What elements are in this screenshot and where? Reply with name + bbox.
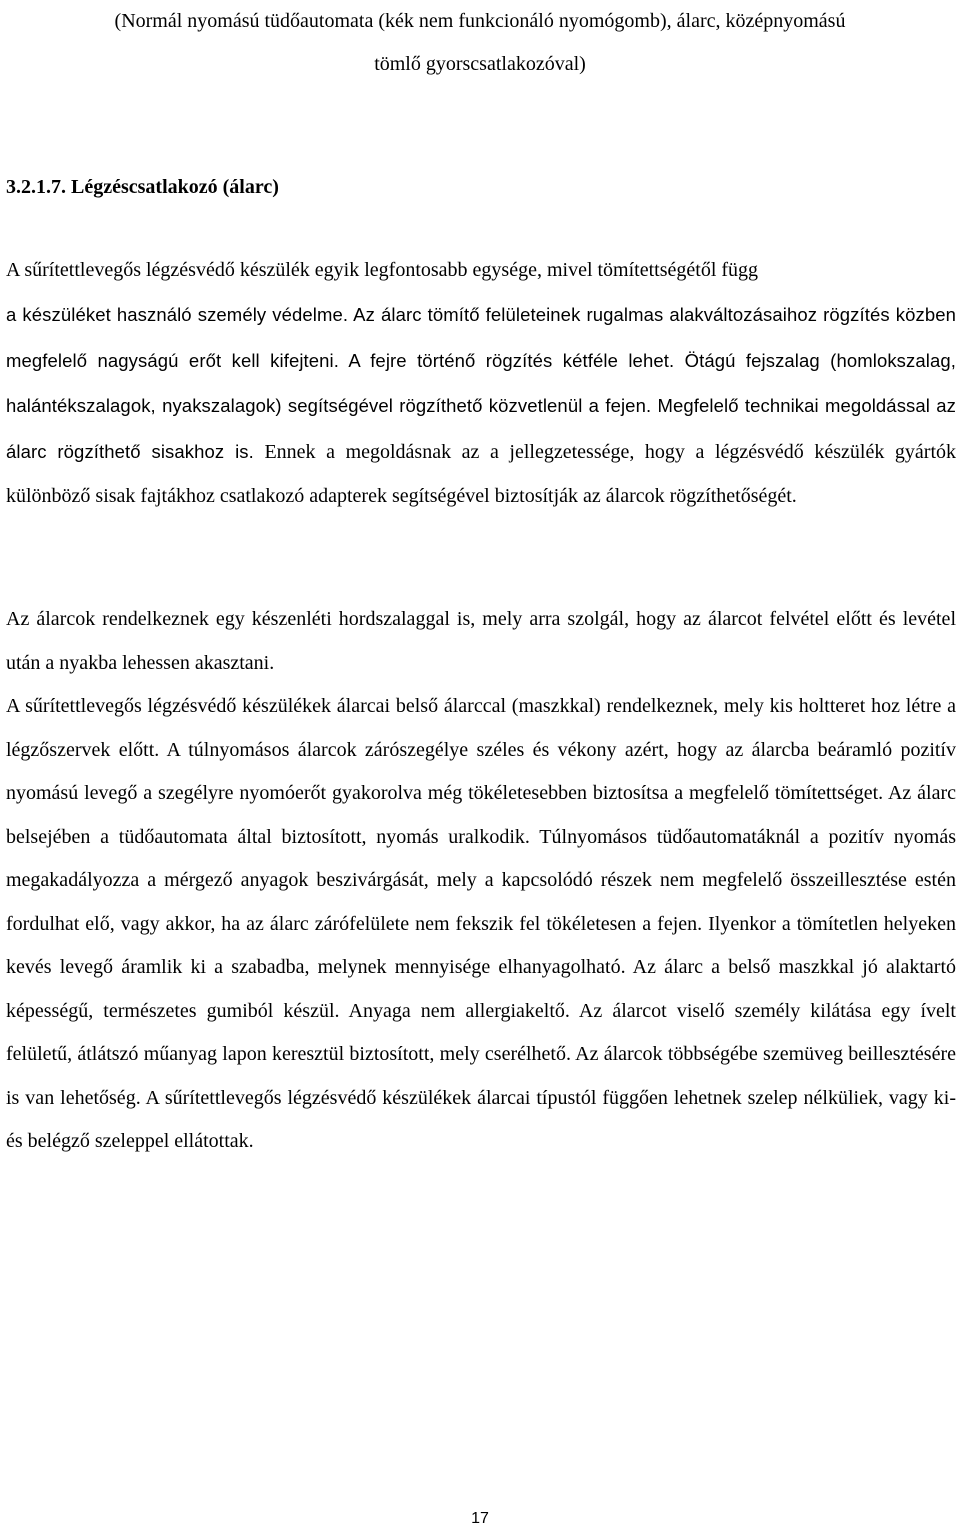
paragraph-1-body <box>6 293 956 520</box>
image-caption <box>0 0 960 86</box>
caption-line-1: (Normál nyomású tüdőautomata (kék nem funkcionáló nyomógomb), álarc, középnyomású <box>114 10 846 32</box>
paragraph-2: Az álarcok rendelkeznek egy készenléti hordszalaggal is, mely arra szolgál, hogy az álarcot felvétel előtt és levétel után a nyakba lehessen akasztani. <box>6 608 956 674</box>
caption-line-2: tömlő gyorscsatlakozóval) <box>374 53 586 75</box>
paragraph-1-serif-text: Ennek a megoldásnak az a jellegzetessége, hogy a légzésvédő készülék gyártók különböző sisak fajtákhoz csatlakozó adapterek segítségével biztosítják az álarcok rögzíthetőségét. <box>6 440 957 507</box>
page-number: 17 <box>471 1510 489 1527</box>
paragraph-1-first-line: A sűrítettlevegős légzésvédő készülék egyik legfontosabb egysége, mivel tömítettségétől függ <box>6 259 759 281</box>
paragraph-1-sans-text: a készüléket használó személy védelme. Az álarc tömítő felületeinek rugalmas alakváltozásaihoz rögzítés közben megfelelő nagyságú erőt kell kifejteni. A fejre történő rögzítés kétféle lehet. Ötágú fejszalag (homlokszalag, halántékszalagok, nyakszalagok) segítségével rögzíthető közvetlenül a fejen. Megfelelő technikai megoldással az álarc rögzíthető sisakhoz is. <box>6 304 956 462</box>
paragraph-3: A sűrítettlevegős légzésvédő készülékek álarcai belső álarccal (maszkkal) rendelkeznek, mely kis holtteret hoz létre a légzőszervek előtt. A túlnyomásos álarcok zárószegélye széles és vékony azért, hogy az álarcba beáramló pozitív nyomású levegő a szegélyre nyomóerőt gyakorolva még tökéletesebben biztosítsa a megfelelő tömítettséget. Az álarc belsejében a tüdőautomata által biztosított, nyomás uralkodik. Túlnyomásos tüdőautomatáknál a pozitív nyomás megakadályozza a mérgező anyagok beszivárgását, mely a kapcsolódó részek nem megfelelő összeillesztése estén fordulhat elő, vagy akkor, ha az álarc zárófelülete nem fekszik fel tökéletesen a fejen. Ilyenkor a tömítetlen helyeken kevés levegő áramlik ki a szabadba, melynek mennyisége elhanyagolható. Az álarc a belső maszkkal jó alaktartó képességű, természetes gumiból készül. Anyaga nem allergiakeltő. Az álarcot viselő személy kilátása egy ívelt felületű, átlátszó műanyag lapon keresztül biztosított, mely cserélhető. Az álarcok többségébe szemüveg beillesztésére is van lehetőség. A sűrítettlevegős légzésvédő készülékek álarcai típustól függően lehetnek szelep nélküliek, vagy ki-és belégző szeleppel ellátottak. <box>6 695 956 1152</box>
section-heading: 3.2.1.7. Légzéscsatlakozó (álarc) <box>6 176 279 198</box>
